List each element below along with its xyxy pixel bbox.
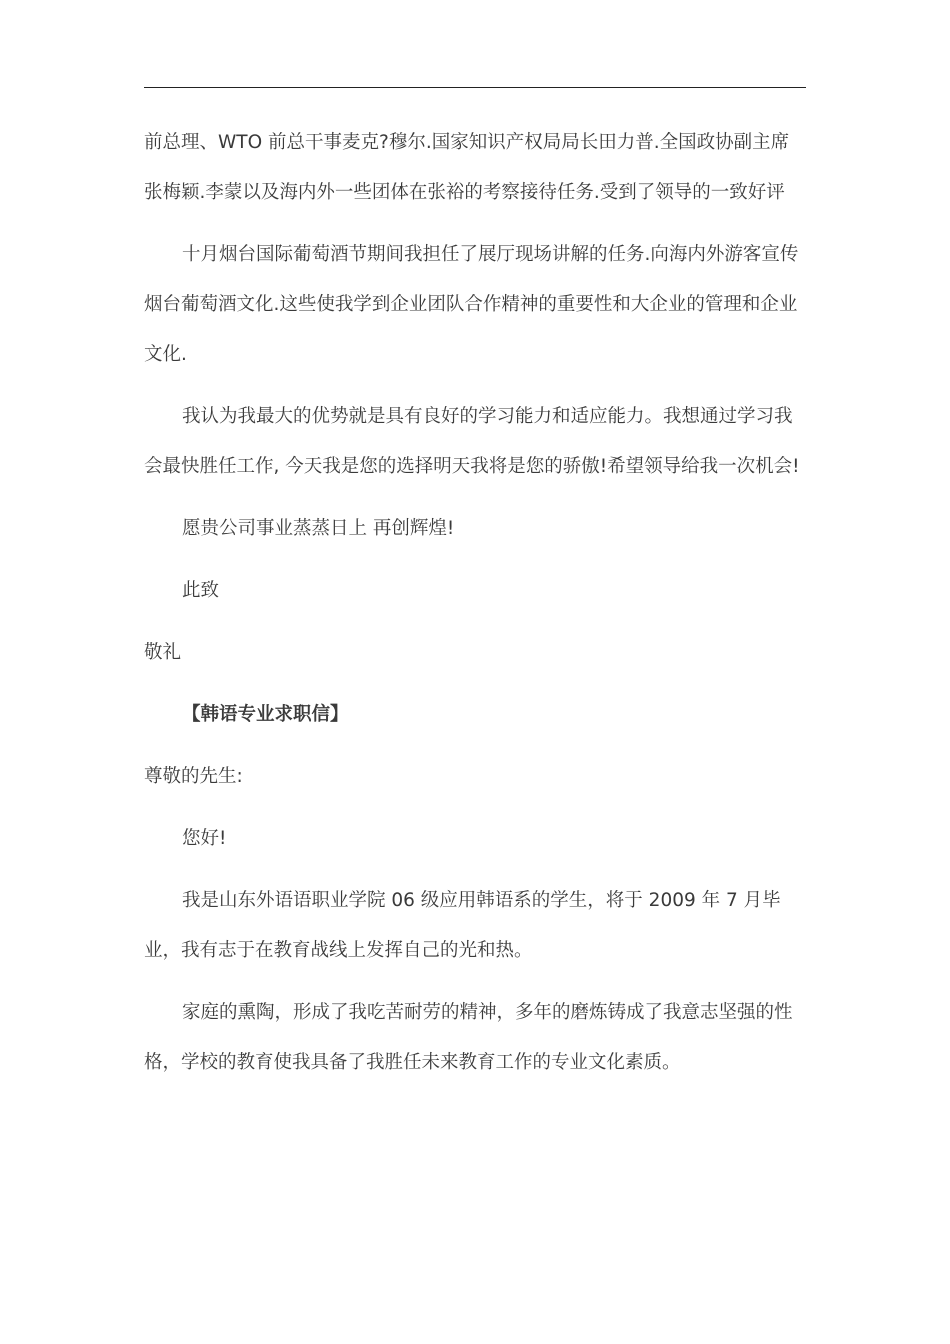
document-body (144, 118, 806, 1100)
paragraph-strengths: 我认为我最大的优势就是具有良好的学习能力和适应能力。我想通过学习我会最快胜任工作, 今天我是您的选择明天我将是您的骄傲!希望领导给我一次机会! (144, 406, 800, 477)
paragraph-background: 家庭的熏陶，形成了我吃苦耐劳的精神，多年的磨炼铸成了我意志坚强的性格，学校的教育使我具备了我胜任未来教育工作的专业文化素质。 (144, 1002, 793, 1073)
salutation: 尊敬的先生: (144, 766, 243, 787)
paragraph-introduction: 我是山东外语语职业学院 06 级应用韩语系的学生，将于 2009 年 7 月毕业，我有志于在教育战线上发挥自己的光和热。 (144, 890, 781, 961)
closing-cizhi: 此致 (182, 580, 220, 601)
header-rule (144, 87, 806, 88)
section-heading-korean-cover-letter: 【韩语专业求职信】 (182, 704, 349, 725)
paragraph-wishes: 愿贵公司事业蒸蒸日上 再创辉煌! (182, 518, 455, 539)
closing-jingli: 敬礼 (144, 642, 182, 663)
greeting: 您好! (182, 828, 227, 849)
paragraph-wine-festival: 十月烟台国际葡萄酒节期间我担任了展厅现场讲解的任务.向海内外游客宣传烟台葡萄酒文化.这些使我学到企业团队合作精神的重要性和大企业的管理和企业文化. (144, 244, 799, 365)
paragraph-dignitaries-reception: 前总理、WTO 前总干事麦克?穆尔.国家知识产权局局长田力普.全国政协副主席张梅颖.李蒙以及海内外一些团体在张裕的考察接待任务.受到了领导的一致好评 (144, 132, 790, 203)
